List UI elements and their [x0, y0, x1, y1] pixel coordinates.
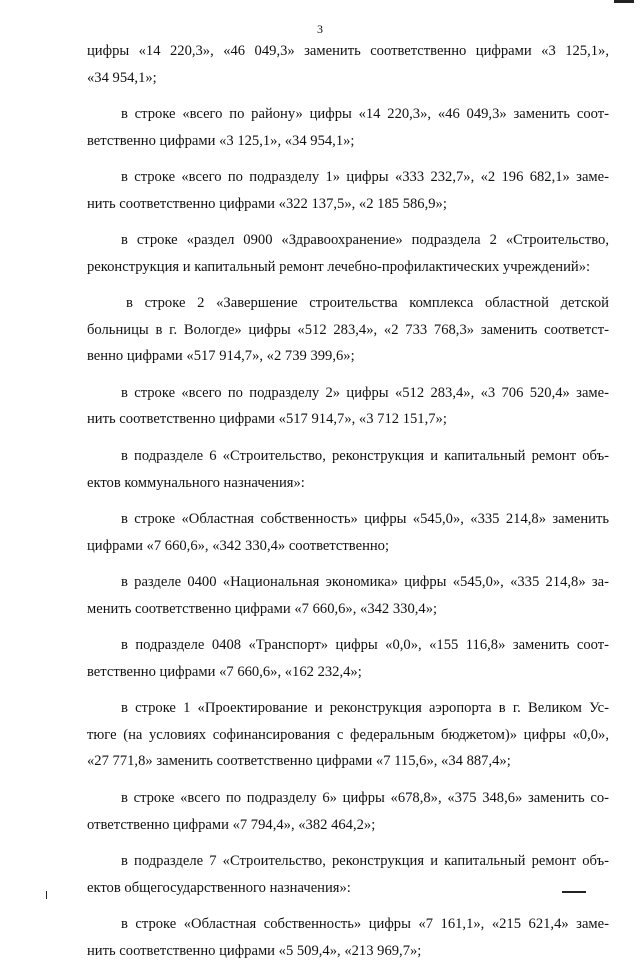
text-line: «27 771,8» заменить соответственно цифрами «7 115,6», «34 887,4»; — [87, 753, 511, 770]
text-line: в строке 1 «Проектирование и реконструкция аэропорта в г. Великом Ус- — [121, 700, 609, 717]
text-line: нить соответственно цифрами «322 137,5», «2 185 586,9»; — [87, 195, 447, 212]
paragraph-6 — [87, 380, 609, 433]
paragraph-4 — [87, 227, 609, 280]
page-number: 3 — [317, 22, 323, 36]
paragraph-7 — [87, 443, 609, 496]
text-line: в подразделе 6 «Строительство, реконструкция и капитальный ремонт объ- — [121, 448, 609, 465]
paragraph-3 — [87, 164, 609, 217]
text-line: ектов общегосударственного назначения»: — [87, 879, 351, 896]
text-line: нить соответственно цифрами «517 914,7», «3 712 151,7»; — [87, 411, 447, 428]
paragraph-8 — [87, 506, 609, 559]
scan-mark-bottom-left — [46, 891, 47, 899]
paragraph-2 — [87, 101, 609, 154]
text-line: «34 954,1»; — [87, 69, 157, 86]
paragraph-5 — [87, 290, 609, 370]
text-line: в строке «всего по району» цифры «14 220,3», «46 049,3» заменить соот- — [121, 106, 609, 123]
text-line: в разделе 0400 «Национальная экономика» цифры «545,0», «335 214,8» за- — [121, 574, 609, 591]
text-line: в строке «всего по подразделу 1» цифры «333 232,7», «2 196 682,1» заме- — [121, 169, 609, 186]
text-line: нить соответственно цифрами «5 509,4», «213 969,7»; — [87, 942, 422, 959]
text-line: в строке «всего по подразделу 6» цифры «678,8», «375 348,6» заменить со- — [121, 790, 609, 807]
text-line: ектов коммунального назначения»: — [87, 474, 305, 491]
text-line: тюге (на условиях софинансирования с федеральным бюджетом)» цифры «0,0», — [87, 726, 609, 743]
text-line: в строке «Областная собственность» цифры «7 161,1», «215 621,4» заме- — [121, 916, 609, 933]
text-line: ответственно цифрами «7 794,4», «382 464,2»; — [87, 816, 376, 833]
document-body — [87, 38, 609, 974]
text-line: венно цифрами «517 914,7», «2 739 399,6»; — [87, 348, 355, 365]
paragraph-9 — [87, 569, 609, 622]
paragraph-1 — [87, 38, 609, 91]
paragraph-10 — [87, 632, 609, 685]
scan-mark-top — [614, 0, 634, 3]
text-line: в подразделе 7 «Строительство, реконструкция и капитальный ремонт объ- — [121, 853, 609, 870]
text-line: реконструкция и капитальный ремонт лечебно-профилактических учреждений»: — [87, 258, 591, 275]
text-line: цифры «14 220,3», «46 049,3» заменить соответственно цифрами «3 125,1», — [87, 43, 609, 59]
paragraph-14 — [87, 911, 609, 964]
text-line: в строке «всего по подразделу 2» цифры «512 283,4», «3 706 520,4» заме- — [121, 384, 609, 401]
text-line: менить соответственно цифрами «7 660,6», «342 330,4»; — [87, 600, 438, 617]
scan-mark-bottom-right — [562, 891, 586, 893]
text-line: в строке «раздел 0900 «Здравоохранение» подраздела 2 «Строительство, — [121, 232, 609, 249]
paragraph-13 — [87, 848, 609, 901]
paragraph-12 — [87, 785, 609, 838]
text-line: в подразделе 0408 «Транспорт» цифры «0,0», «155 116,8» заменить соот- — [121, 637, 609, 654]
text-line: в строке 2 «Завершение строительства комплекса областной детской — [126, 295, 609, 312]
text-line: в строке «Областная собственность» цифры «545,0», «335 214,8» заменить — [121, 511, 609, 528]
text-line: ветственно цифрами «3 125,1», «34 954,1»; — [87, 132, 355, 149]
text-line: больницы в г. Вологде» цифры «512 283,4», «2 733 768,3» заменить соответст- — [87, 321, 609, 338]
text-line: ветственно цифрами «7 660,6», «162 232,4»; — [87, 663, 362, 680]
paragraph-11 — [87, 695, 609, 775]
text-line: цифрами «7 660,6», «342 330,4» соответственно; — [87, 537, 390, 554]
